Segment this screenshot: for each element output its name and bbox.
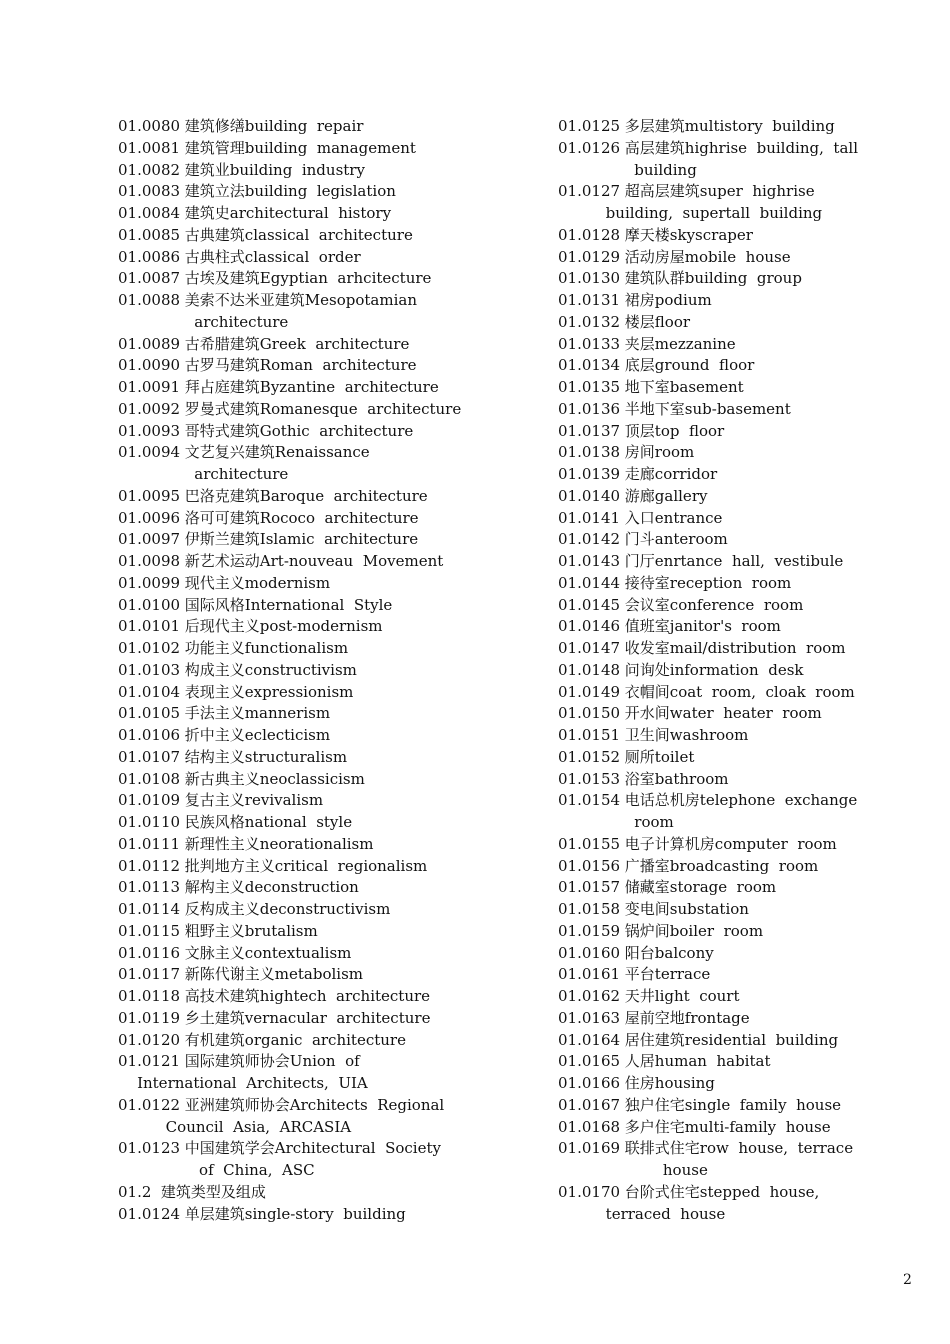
entry-text: 01.0101 后现代主义post-modernism [118, 617, 383, 636]
left-column [118, 116, 538, 1225]
entry-text: 01.0098 新艺术运动Art-nouveau Movement [118, 552, 444, 570]
glossary-entry [558, 790, 938, 834]
entry-text: 01.0157 储藏室storage room [558, 878, 777, 897]
entry-text: 01.0100 国际风格International Style [118, 595, 393, 614]
entry-text: 01.0088 美索不达米亚建筑Mesopotamian [118, 291, 417, 309]
glossary-entry [118, 769, 538, 791]
entry-text: 01.0169 联排式住宅row house, terrace [558, 1139, 854, 1158]
glossary-entry [558, 725, 938, 747]
glossary-entry [118, 877, 538, 899]
entry-text: 01.0117 新陈代谢主义metabolism [118, 965, 364, 984]
glossary-entry [118, 399, 538, 421]
glossary-entry [558, 703, 938, 725]
glossary-entry [558, 660, 938, 682]
entry-text: 01.0140 游廊gallery [558, 486, 708, 505]
entry-text: 01.0116 文脉主义contextualism [118, 943, 352, 962]
entry-text: 01.0151 卫生间washroom [558, 726, 749, 744]
glossary-entry [558, 551, 938, 573]
glossary-entry [118, 682, 538, 704]
glossary-entry [118, 1008, 538, 1030]
glossary-entry [118, 1138, 538, 1182]
entry-text: 01.0094 文艺复兴建筑Renaissance [118, 443, 370, 462]
entry-text: 01.0087 古埃及建筑Egyptian arhcitecture [118, 269, 432, 288]
entry-text: 01.0168 多户住宅multi-family house [558, 1117, 831, 1136]
entry-text: 01.0084 建筑史architectural history [118, 204, 392, 222]
right-column [558, 116, 938, 1225]
glossary-entry [118, 616, 538, 638]
entry-text: 01.0131 裙房podium [558, 291, 712, 309]
glossary-entry [118, 160, 538, 182]
glossary-entry [118, 834, 538, 856]
entry-text: 01.0128 摩天楼skyscraper [558, 225, 753, 244]
glossary-entry [118, 377, 538, 399]
glossary-entry [558, 964, 938, 986]
entry-text: 01.0093 哥特式建筑Gothic architecture [118, 421, 414, 440]
entry-text: 01.0163 屋前空地frontage [558, 1008, 750, 1027]
entry-text: 01.0165 人居human habitat [558, 1052, 771, 1071]
glossary-entry [558, 899, 938, 921]
entry-text: 01.0118 高技术建筑hightech architecture [118, 987, 431, 1005]
glossary-entry [118, 725, 538, 747]
glossary-entry [558, 1051, 938, 1073]
glossary-entry [558, 616, 938, 638]
entry-text: 01.0159 锅炉间boiler room [558, 921, 764, 940]
glossary-entry [118, 595, 538, 617]
glossary-entry [118, 856, 538, 878]
entry-text: 01.0081 建筑管理building management [118, 138, 416, 157]
entry-text: 01.0123 中国建筑学会Architectural Society [118, 1139, 441, 1158]
entry-text: 01.0114 反构成主义deconstructivism [118, 900, 391, 918]
entry-text: 01.0153 浴室bathroom [558, 769, 729, 788]
entry-continuation: architecture [118, 465, 289, 483]
glossary-entry [558, 747, 938, 769]
glossary-entry [118, 225, 538, 247]
entry-text: 01.0096 洛可可建筑Rococo architecture [118, 508, 419, 527]
glossary-entry [558, 573, 938, 595]
entry-text: 01.0107 结构主义structuralism [118, 747, 348, 766]
glossary-entry [118, 573, 538, 595]
glossary-entry [558, 1095, 938, 1117]
entry-text: 01.0132 楼层floor [558, 312, 691, 331]
glossary-entry [118, 290, 538, 334]
glossary-entry [118, 181, 538, 203]
entry-continuation: architecture [118, 312, 289, 331]
glossary-entry [118, 638, 538, 660]
entry-text: 01.0161 平台terrace [558, 965, 711, 984]
glossary-entry [558, 1008, 938, 1030]
glossary-entry [558, 442, 938, 464]
entry-text: 01.0091 拜占庭建筑Byzantine architecture [118, 378, 439, 396]
glossary-entry [558, 529, 938, 551]
entry-text: 01.0142 门斗anteroom [558, 530, 728, 549]
glossary-entry [558, 377, 938, 399]
entry-text: 01.0119 乡土建筑vernacular architecture [118, 1008, 431, 1027]
entry-text: 01.0097 伊斯兰建筑Islamic architecture [118, 530, 419, 549]
glossary-entry [118, 334, 538, 356]
glossary-entry [118, 660, 538, 682]
entry-text: 01.2 建筑类型及组成 [118, 1182, 266, 1201]
glossary-entry [118, 247, 538, 269]
glossary-entry [558, 943, 938, 965]
entry-text: 01.0127 超高层建筑super highrise [558, 182, 815, 201]
entry-text: 01.0112 批判地方主义critical regionalism [118, 856, 428, 875]
entry-text: 01.0143 门厅enrtance hall, vestibule [558, 552, 844, 570]
glossary-entry [558, 399, 938, 421]
glossary-entry [558, 1138, 938, 1182]
entry-text: 01.0160 阳台balcony [558, 943, 714, 962]
glossary-entry [558, 225, 938, 247]
entry-text: 01.0139 走廊corridor [558, 465, 718, 483]
glossary-entry [118, 486, 538, 508]
glossary-entry [558, 834, 938, 856]
glossary-entry [118, 355, 538, 377]
entry-text: 01.0133 夹层mezzanine [558, 334, 736, 353]
entry-text: 01.0089 古希腊建筑Greek architecture [118, 334, 410, 353]
glossary-entry [558, 1182, 938, 1226]
entry-text: 01.0122 亚洲建筑师协会Architects Regional [118, 1095, 445, 1114]
entry-text: 01.0113 解构主义deconstruction [118, 878, 359, 897]
entry-text: 01.0083 建筑立法building legislation [118, 182, 396, 201]
glossary-entry [558, 268, 938, 290]
entry-text: 01.0147 收发室mail/distribution room [558, 639, 846, 657]
glossary-entry [558, 355, 938, 377]
entry-text: 01.0092 罗曼式建筑Romanesque architecture [118, 399, 462, 418]
entry-text: 01.0121 国际建筑师协会Union of [118, 1052, 360, 1071]
entry-text: 01.0115 粗野主义brutalism [118, 921, 318, 940]
page-number: 2 [903, 1272, 912, 1288]
glossary-entry [558, 508, 938, 530]
entry-text: 01.0166 住房housing [558, 1074, 715, 1092]
entry-text: 01.0108 新古典主义neoclassicism [118, 769, 365, 788]
entry-text: 01.0156 广播室broadcasting room [558, 856, 819, 875]
glossary-entry [558, 421, 938, 443]
glossary-entry [118, 1030, 538, 1052]
glossary-entry [558, 138, 938, 182]
entry-continuation: terraced house [558, 1204, 726, 1223]
glossary-entry [118, 1204, 538, 1226]
glossary-entry [118, 943, 538, 965]
glossary-entry [118, 812, 538, 834]
entry-text: 01.0167 独户住宅single family house [558, 1095, 842, 1114]
entry-text: 01.0103 构成主义constructivism [118, 660, 357, 679]
glossary-entry [558, 595, 938, 617]
entry-text: 01.0102 功能主义functionalism [118, 639, 349, 657]
entry-text: 01.0125 多层建筑multistory building [558, 117, 835, 135]
entry-text: 01.0104 表现主义expressionism [118, 682, 354, 701]
glossary-entry [558, 856, 938, 878]
entry-text: 01.0162 天井light court [558, 987, 740, 1005]
entry-continuation: building, supertall building [558, 204, 823, 222]
glossary-entry [558, 769, 938, 791]
entry-text: 01.0145 会议室conference room [558, 595, 804, 614]
entry-text: 01.0136 半地下室sub-basement [558, 399, 791, 418]
entry-text: 01.0148 问询处information desk [558, 660, 804, 679]
glossary-entry [558, 334, 938, 356]
entry-text: 01.0109 复古主义revivalism [118, 791, 324, 810]
entry-continuation: room [558, 813, 674, 831]
glossary-entry [118, 551, 538, 573]
entry-text: 01.0111 新理性主义neorationalism [118, 834, 374, 853]
entry-text: 01.0110 民族风格national style [118, 813, 353, 831]
glossary-entry [118, 508, 538, 530]
entry-continuation: Council Asia, ARCASIA [118, 1117, 352, 1136]
entry-text: 01.0099 现代主义modernism [118, 573, 331, 592]
glossary-entry [118, 964, 538, 986]
entry-text: 01.0149 衣帽间coat room, cloak room [558, 682, 855, 701]
glossary-entry [558, 181, 938, 225]
entry-continuation: building [558, 160, 697, 179]
glossary-entry [118, 1095, 538, 1139]
glossary-entry [558, 1073, 938, 1095]
glossary-entry [558, 682, 938, 704]
entry-text: 01.0105 手法主义mannerism [118, 704, 331, 723]
entry-text: 01.0082 建筑业building industry [118, 160, 365, 179]
entry-text: 01.0095 巴洛克建筑Baroque architecture [118, 486, 428, 505]
glossary-entry [558, 921, 938, 943]
entry-text: 01.0120 有机建筑organic architecture [118, 1030, 406, 1049]
entry-text: 01.0138 房间room [558, 443, 695, 462]
glossary-entry [118, 921, 538, 943]
glossary-entry [118, 116, 538, 138]
glossary-entry [118, 529, 538, 551]
entry-continuation: house [558, 1161, 708, 1179]
entry-text: 01.0141 入口entrance [558, 508, 723, 527]
entry-text: 01.0090 古罗马建筑Roman architecture [118, 356, 417, 375]
glossary-entry [558, 486, 938, 508]
glossary-entry [558, 116, 938, 138]
glossary-entry [118, 790, 538, 812]
glossary-entry [118, 138, 538, 160]
entry-text: 01.0150 开水间water heater room [558, 704, 822, 723]
glossary-entry [558, 1117, 938, 1139]
entry-text: 01.0164 居住建筑residential building [558, 1030, 839, 1049]
glossary-entry [558, 877, 938, 899]
entry-text: 01.0170 台阶式住宅stepped house, [558, 1182, 820, 1201]
entry-text: 01.0155 电子计算机房computer room [558, 834, 837, 853]
glossary-entry [558, 247, 938, 269]
entry-text: 01.0085 古典建筑classical architecture [118, 225, 413, 244]
entry-text: 01.0152 厕所toilet [558, 747, 695, 766]
glossary-entry [558, 1030, 938, 1052]
entry-text: 01.0106 折中主义eclecticism [118, 726, 331, 744]
entry-text: 01.0130 建筑队群building group [558, 269, 802, 288]
entry-text: 01.0124 单层建筑single-story building [118, 1204, 406, 1223]
entry-text: 01.0086 古典柱式classical order [118, 247, 361, 266]
entry-text: 01.0129 活动房屋mobile house [558, 247, 791, 266]
glossary-entry [558, 986, 938, 1008]
glossary-entry [118, 747, 538, 769]
glossary-entry [558, 312, 938, 334]
entry-text: 01.0080 建筑修缮building repair [118, 117, 364, 135]
glossary-entry [118, 1051, 538, 1095]
glossary-entry [558, 638, 938, 660]
entry-text: 01.0144 接待室reception room [558, 573, 792, 592]
glossary-entry [118, 203, 538, 225]
entry-text: 01.0134 底层ground floor [558, 356, 755, 375]
entry-continuation: of China, ASC [118, 1161, 315, 1179]
entry-text: 01.0135 地下室basement [558, 378, 744, 396]
glossary-entry [118, 442, 538, 486]
entry-text: 01.0126 高层建筑highrise building, tall [558, 138, 858, 157]
glossary-entry [118, 899, 538, 921]
glossary-entry [558, 290, 938, 312]
entry-text: 01.0137 顶层top floor [558, 421, 725, 440]
entry-text: 01.0154 电话总机房telephone exchange [558, 791, 858, 810]
entry-text: 01.0158 变电间substation [558, 900, 749, 918]
section-heading [118, 1182, 538, 1204]
glossary-entry [118, 703, 538, 725]
glossary-entry [558, 464, 938, 486]
entry-text: 01.0146 值班室janitor's room [558, 617, 781, 636]
glossary-entry [118, 268, 538, 290]
glossary-entry [118, 421, 538, 443]
glossary-entry [118, 986, 538, 1008]
entry-continuation: International Architects, UIA [118, 1074, 368, 1092]
